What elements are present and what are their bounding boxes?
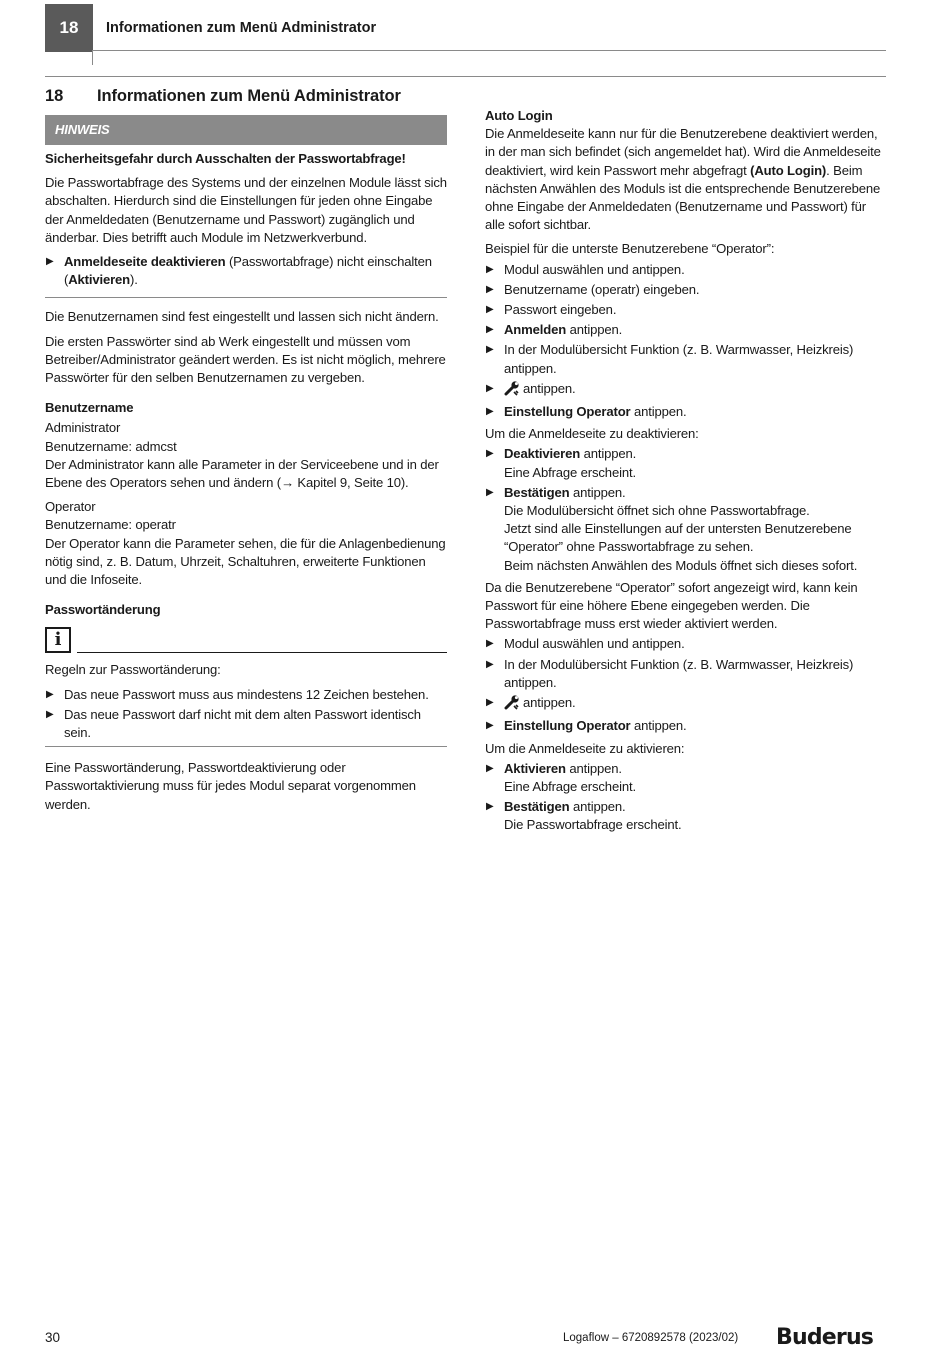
operator-username: Benutzername: operatr bbox=[45, 517, 176, 533]
example-step bbox=[485, 380, 886, 401]
password-rule bbox=[45, 706, 447, 742]
reactivate-step bbox=[485, 717, 886, 735]
brand-logo: Buderus bbox=[776, 1325, 874, 1350]
auto-login-text bbox=[485, 125, 886, 234]
section-number: 18 bbox=[45, 87, 64, 105]
notice-step bbox=[45, 253, 447, 289]
example-step bbox=[485, 261, 886, 279]
example-step bbox=[485, 321, 886, 339]
example-step bbox=[485, 341, 886, 377]
notice-step-bold2: Aktivieren bbox=[68, 272, 131, 288]
document-reference: Logaflow – 6720892578 (2023/02) bbox=[563, 1332, 739, 1344]
example-step-text: In der Modulübersicht Funktion (z. B. Warmwasser, Heizkreis) antippen. bbox=[504, 342, 854, 376]
notice-step-bold: Anmeldeseite deaktivieren bbox=[64, 254, 226, 270]
wrench-icon bbox=[504, 381, 520, 401]
deactivate-step-result: Beim nächsten Anwählen des Moduls öffnet sich dieses sofort. bbox=[504, 557, 858, 573]
activate-step-text: antippen. bbox=[565, 760, 622, 776]
triangle-right-icon: ▶ bbox=[486, 720, 494, 732]
activate-step bbox=[485, 760, 886, 796]
activate-step-text: antippen. bbox=[569, 799, 626, 815]
example-step-text: antippen. bbox=[566, 322, 623, 338]
reactivate-step-text: antippen. bbox=[523, 695, 576, 711]
activate-step bbox=[485, 798, 886, 834]
activate-step-bold: Bestätigen bbox=[504, 799, 570, 815]
notice-step-mid: (Passwortabfrage) nicht einschalten ( bbox=[64, 254, 432, 288]
triangle-right-icon: ▶ bbox=[486, 801, 494, 813]
header-rule bbox=[93, 50, 886, 51]
example-step-text: Benutzername (operatr) eingeben. bbox=[504, 281, 700, 297]
triangle-right-icon: ▶ bbox=[486, 448, 494, 460]
triangle-right-icon: ▶ bbox=[486, 762, 494, 774]
example-step-bold: Anmelden bbox=[504, 322, 567, 338]
activate-step-result: Eine Abfrage erscheint. bbox=[504, 778, 636, 794]
auto-login-text-bold: (Auto Login) bbox=[750, 162, 827, 178]
password-rule-text: Das neue Passwort muss aus mindestens 12 Zeichen bestehen. bbox=[64, 686, 429, 702]
info-box bbox=[45, 627, 447, 653]
triangle-right-icon: ▶ bbox=[486, 406, 494, 418]
example-step-text: Passwort eingeben. bbox=[504, 302, 617, 318]
activate-step-bold: Aktivieren bbox=[504, 760, 566, 776]
password-change-heading: Passwortänderung bbox=[45, 602, 161, 618]
activate-intro: Um die Anmeldeseite zu aktivieren: bbox=[485, 740, 685, 756]
notice-label: HINWEIS bbox=[45, 115, 447, 145]
benutzername-heading: Benutzername bbox=[45, 400, 134, 416]
triangle-right-icon: ▶ bbox=[46, 708, 54, 720]
deactivate-step-bold: Deaktivieren bbox=[504, 446, 581, 462]
triangle-right-icon: ▶ bbox=[486, 324, 494, 336]
example-step bbox=[485, 403, 886, 421]
deactivate-step-text: antippen. bbox=[580, 446, 637, 462]
deactivate-step-result: Eine Abfrage erscheint. bbox=[504, 464, 636, 480]
password-rules-intro: Regeln zur Passwortänderung: bbox=[45, 662, 221, 678]
deactivate-step bbox=[485, 445, 886, 481]
triangle-right-icon: ▶ bbox=[486, 382, 494, 394]
reactivate-step bbox=[485, 694, 886, 715]
notice-warning: Sicherheitsgefahr durch Ausschalten der Passwortabfrage! bbox=[45, 151, 406, 166]
deactivate-step bbox=[485, 484, 886, 575]
triangle-right-icon: ▶ bbox=[486, 283, 494, 295]
reactivate-step bbox=[485, 635, 886, 653]
para-usernames: Die Benutzernamen sind fest eingestellt und lassen sich nicht ändern. bbox=[45, 309, 439, 325]
admin-username: Benutzername: admcst bbox=[45, 438, 177, 454]
operator-note: Da die Benutzerebene “Operator” sofort angezeigt wird, kann kein Passwort für eine höhere Ebene eingegeben werden. Die Passwortabfrage muss erst wieder aktiviert werden. bbox=[485, 579, 858, 632]
triangle-right-icon: ▶ bbox=[486, 263, 494, 275]
example-step bbox=[485, 301, 886, 319]
deactivate-step-result: Die Modulübersicht öffnet sich ohne Passwortabfrage. bbox=[504, 503, 810, 519]
example-step bbox=[485, 281, 886, 299]
info-rule bbox=[77, 652, 447, 653]
operator-description: Der Operator kann die Parameter sehen, die für die Anlagenbedienung nötig sind, z. B. Datum, Uhrzeit, Schaltuhren, erweiterte Funktionen und die Infoseite. bbox=[45, 535, 446, 588]
auto-login-text-b: . Beim nächsten Anwählen des Moduls ist die entsprechende Benutzerebene ohne Eingabe der Anmeldedaten (Benutzername und Passwort) für alle sofort sichtbar. bbox=[485, 162, 881, 233]
header-divider bbox=[92, 50, 93, 65]
admin-name: Administrator bbox=[45, 420, 121, 436]
notice-step-end: ). bbox=[130, 272, 138, 288]
section-heading bbox=[45, 85, 447, 107]
left-column bbox=[45, 84, 447, 820]
reactivate-step-text: antippen. bbox=[630, 718, 687, 734]
password-final-note: Eine Passwortänderung, Passwortdeaktivierung oder Passwortaktivierung muss für jedes Modul separat vorgenommen werden. bbox=[45, 760, 416, 812]
reactivate-step-text: Modul auswählen und antippen. bbox=[504, 636, 685, 652]
example-step-text: antippen. bbox=[630, 404, 687, 420]
chapter-number-box: 18 bbox=[45, 4, 93, 52]
triangle-right-icon: ▶ bbox=[486, 638, 494, 650]
triangle-right-icon: ▶ bbox=[46, 688, 54, 700]
section-title: Informationen zum Menü Administrator bbox=[97, 87, 401, 105]
reactivate-step-bold: Einstellung Operator bbox=[504, 718, 631, 734]
triangle-right-icon: ▶ bbox=[486, 304, 494, 316]
triangle-right-icon: ▶ bbox=[486, 697, 494, 709]
info-end-rule bbox=[45, 746, 447, 747]
activate-step-result: Die Passwortabfrage erscheint. bbox=[504, 817, 682, 833]
running-header-title: Informationen zum Menü Administrator bbox=[106, 20, 377, 36]
example-intro: Beispiel für die unterste Benutzerebene “Operator”: bbox=[485, 241, 775, 257]
auto-login-heading: Auto Login bbox=[485, 108, 553, 123]
auto-login-text-a: Die Anmeldeseite kann nur für die Benutzerebene deaktiviert werden, in der man sich befindet (sich angemeldet hat). Wird die Anmeldeseite deaktiviert, wird kein Passwort mehr abgefragt bbox=[485, 126, 881, 178]
notice-end-rule bbox=[45, 297, 447, 298]
triangle-right-icon: ▶ bbox=[486, 486, 494, 498]
info-icon: i bbox=[45, 627, 71, 653]
password-rule bbox=[45, 686, 447, 704]
deactivate-step-text: antippen. bbox=[569, 484, 626, 500]
admin-description: Der Administrator kann alle Parameter in der Serviceebene und in der Ebene des Operators sehen und ändern (→ Kapitel 9, Seite 10). bbox=[45, 456, 439, 491]
page-number: 30 bbox=[45, 1330, 61, 1345]
triangle-right-icon: ▶ bbox=[46, 256, 54, 268]
deactivate-step-result: Jetzt sind alle Einstellungen auf der untersten Benutzerebene “Operator” ohne Passwortabfrage zu sehen. bbox=[504, 521, 852, 555]
triangle-right-icon: ▶ bbox=[486, 344, 494, 356]
deactivate-step-bold: Bestätigen bbox=[504, 484, 570, 500]
wrench-icon bbox=[504, 695, 520, 715]
right-column bbox=[485, 107, 886, 837]
reactivate-step bbox=[485, 656, 886, 692]
example-step-text: antippen. bbox=[523, 380, 576, 396]
example-step-bold: Einstellung Operator bbox=[504, 404, 631, 420]
notice-text: Die Passwortabfrage des Systems und der einzelnen Module lässt sich abschalten. Hierdurch sind die Einstellungen für jeden ohne Eingabe der Anmeldedaten (Benutzername und Passwort) zugänglich und änderbar. Dies betrifft auch Module im Netzwerkverbund. bbox=[45, 175, 447, 245]
operator-name: Operator bbox=[45, 499, 96, 515]
para-passwords: Die ersten Passwörter sind ab Werk eingestellt und müssen vom Betreiber/Administrator geändert werden. Es ist nicht möglich, mehrere Passwörter für den selben Benutzernamen zu vergeben. bbox=[45, 333, 446, 386]
example-step-text: Modul auswählen und antippen. bbox=[504, 261, 685, 277]
reactivate-step-text: In der Modulübersicht Funktion (z. B. Warmwasser, Heizkreis) antippen. bbox=[504, 656, 854, 690]
header-rule-lower bbox=[45, 76, 886, 77]
deactivate-intro: Um die Anmeldeseite zu deaktivieren: bbox=[485, 426, 699, 442]
triangle-right-icon: ▶ bbox=[486, 658, 494, 670]
password-rule-text: Das neue Passwort darf nicht mit dem alten Passwort identisch sein. bbox=[64, 706, 421, 741]
